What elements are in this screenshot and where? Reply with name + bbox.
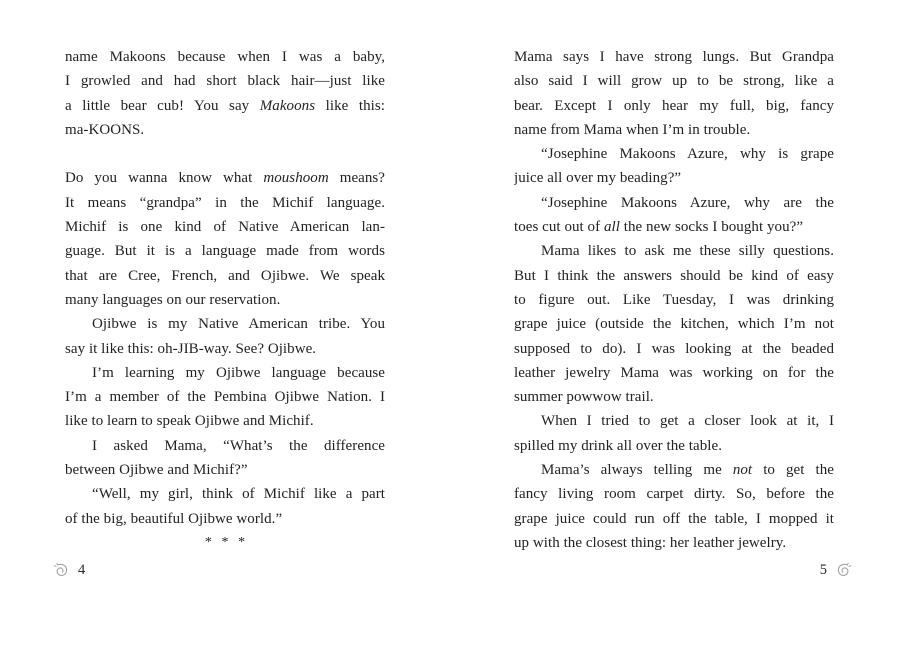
- italic-text: all: [603, 219, 620, 236]
- text-line: leather jewelry Mama was working on for the: [514, 364, 834, 381]
- page-right-footer: [820, 560, 852, 580]
- text-line: to figure out. Like Tuesday, I was drinking: [514, 291, 834, 308]
- text-line: But I think the answers should be kind of easy: [514, 267, 834, 284]
- text-line: Ojibwe is my Native American tribe. You: [92, 316, 385, 333]
- text-line: toes cut out of all the new socks I bought you?”: [514, 219, 804, 236]
- text-line: Do you wanna know what moushoom means?: [65, 170, 385, 187]
- text-line: also said I will grow up to be strong, like a: [514, 73, 834, 90]
- text-line: like to learn to speak Ojibwe and Michif.: [65, 413, 314, 430]
- text-line: of the big, beautiful Ojibwe world.”: [65, 510, 283, 527]
- text-line: I asked Mama, “What’s the difference: [92, 437, 385, 454]
- text-line: “Josephine Makoons Azure, why is grape: [541, 146, 834, 163]
- text-line: guage. But it is a language made from words: [65, 243, 385, 260]
- page-left-text: [65, 45, 385, 555]
- text-line: fancy living room carpet dirty. So, before the: [514, 486, 834, 503]
- text-line: grape juice (outside the kitchen, which I’m not: [514, 316, 834, 333]
- text-line: name Makoons because when I was a baby,: [65, 49, 385, 65]
- text-line: I’m learning my Ojibwe language because: [92, 364, 385, 381]
- page-number-right: 5: [819, 562, 827, 578]
- text-line: I’m a member of the Pembina Ojibwe Nation. I: [65, 389, 385, 406]
- text-line: “Well, my girl, think of Michif like a part: [92, 486, 385, 503]
- page-right: [450, 0, 900, 654]
- text-line: summer powwow trail.: [514, 389, 654, 406]
- text-line: Mama likes to ask me these silly questions.: [541, 243, 834, 260]
- text-line: name from Mama when I’m in trouble.: [514, 121, 751, 138]
- text-line: grape juice could run off the table, I mopped it: [514, 510, 834, 527]
- text-line: It means “grandpa” in the Michif language.: [65, 194, 385, 211]
- italic-text: moushoom: [263, 170, 329, 187]
- text-line: Mama’s always telling me not to get the: [541, 462, 834, 479]
- text-line: between Ojibwe and Michif?”: [65, 462, 248, 479]
- text-line: bear. Except I only hear my full, big, fancy: [514, 97, 834, 114]
- italic-text: Makoons: [259, 97, 316, 114]
- page-left-footer: [53, 560, 85, 580]
- text-line: say it like this: oh-JIB-way. See? Ojibwe.: [65, 340, 317, 357]
- section-break: * * *: [204, 534, 246, 550]
- page-number-left: 4: [78, 562, 86, 578]
- text-line: I growled and had short black hair—just like: [65, 73, 385, 90]
- blank-line: [65, 142, 385, 166]
- text-line: spilled my drink all over the table.: [514, 437, 722, 454]
- italic-text: not: [732, 462, 753, 479]
- text-line: When I tried to get a closer look at it, I: [541, 413, 834, 430]
- text-line: supposed to do). I was looking at the beaded: [514, 340, 834, 357]
- text-line: a little bear cub! You say Makoons like this:: [65, 97, 385, 114]
- spiral-ornament-icon: [836, 562, 852, 578]
- text-line: Michif is one kind of Native American lan-: [65, 219, 385, 236]
- spiral-ornament-icon: [53, 562, 69, 578]
- text-line: that are Cree, French, and Ojibwe. We speak: [65, 267, 385, 284]
- text-line: ma-KOONS.: [65, 121, 145, 138]
- text-line: juice all over my beading?”: [514, 170, 682, 187]
- text-line: Mama says I have strong lungs. But Grandpa: [514, 49, 834, 65]
- page-right-text: [514, 45, 834, 555]
- text-line: many languages on our reservation.: [65, 291, 281, 308]
- text-line: “Josephine Makoons Azure, why are the: [541, 194, 834, 211]
- text-line: up with the closest thing: her leather jewelry.: [514, 534, 787, 551]
